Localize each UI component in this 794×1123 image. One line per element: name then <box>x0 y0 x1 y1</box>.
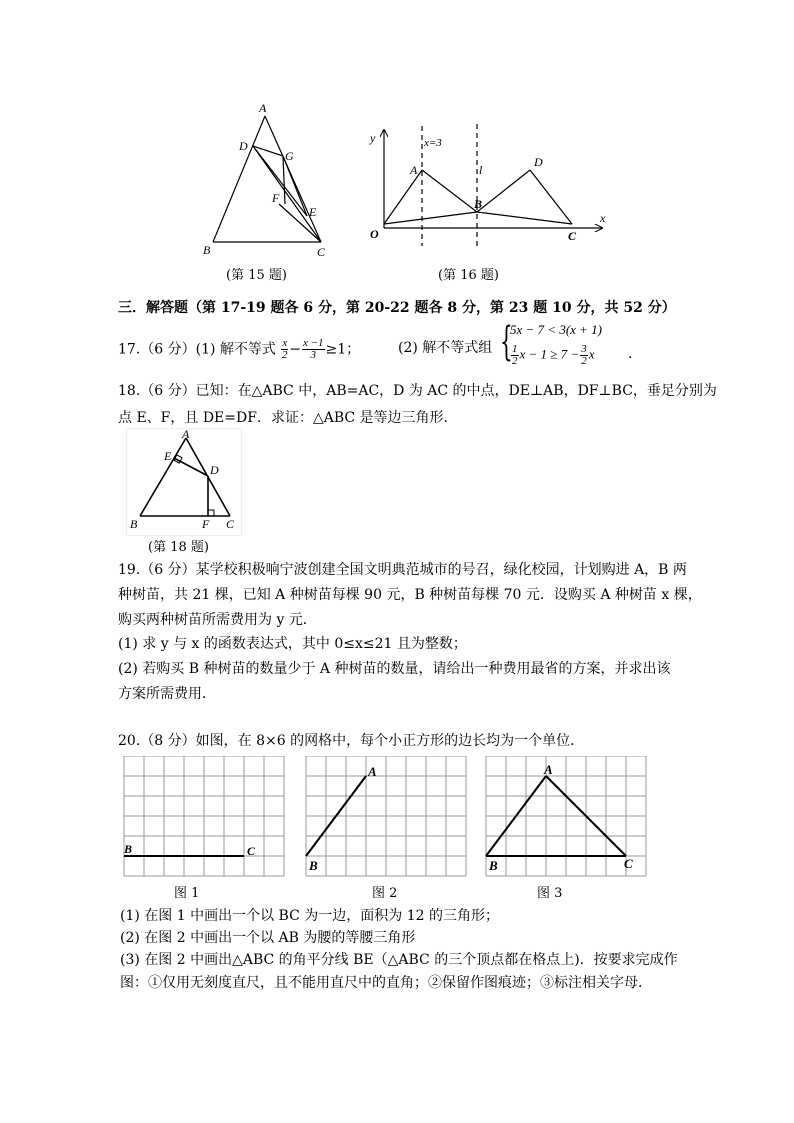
q17-frac2-num: x −1 <box>302 337 324 349</box>
fig16-label-O: O <box>370 227 379 241</box>
fig16-label-C: C <box>568 229 577 243</box>
fig18-caption: (第 18 题) <box>148 540 209 555</box>
grid2-label-A: A <box>368 764 377 779</box>
fig15-label-C: C <box>317 245 326 259</box>
q19-line3: 购买两种树苗所需费用为 y 元． <box>118 612 317 628</box>
q20-line1: 20.（8 分）如图，在 8×6 的网格中，每个小正方形的边长均为一个单位． <box>118 733 585 749</box>
fig15-label-E: E <box>309 205 317 219</box>
figure-16 <box>362 118 612 248</box>
grid3-label-C: C <box>624 856 633 871</box>
fig16-label-y: y <box>370 131 376 145</box>
figure-18 <box>126 428 242 536</box>
grid1-label-B: B <box>124 842 133 856</box>
fig16-label-l: l <box>479 163 483 177</box>
q17-prefix: 17.（6 分）(1) 解不等式 <box>118 341 276 358</box>
q20-line5: 图：①仅用无刻度直尺，且不能用直尺中的直角；②保留作图痕迹；③标注相关字母． <box>120 975 652 991</box>
fig16-label-x: x <box>600 211 606 225</box>
q17-sys2-mid: x − 1 ≥ 7 − <box>519 346 580 362</box>
q19-line6: 方案所需费用． <box>118 686 216 702</box>
grid1-caption: 图 1 <box>174 886 200 901</box>
fig18-label-A: A <box>182 428 190 441</box>
q20-line3: (2) 在图 2 中画出一个以 AB 为腰的等腰三角形 <box>120 930 416 946</box>
q17-frac1-num: x <box>282 337 288 349</box>
fig16-caption: (第 16 题) <box>438 268 499 283</box>
q19-line2: 种树苗，共 21 棵，已知 A 种树苗每棵 90 元，B 种树苗每棵 70 元．设购买 A 种树苗 x 棵， <box>118 587 702 603</box>
q17-sys1: 5x − 7 < 3(x + 1) <box>510 322 603 337</box>
fig18-label-C: C <box>226 517 235 531</box>
fig16-label-B: B <box>474 197 483 211</box>
grid1-label-C: C <box>247 844 256 858</box>
fig16-label-x3: x=3 <box>424 137 442 149</box>
q17-system-brace: { <box>500 319 513 365</box>
q17-part2-label: (2) 解不等式组 <box>398 340 493 356</box>
q17-sys2-end: x <box>588 346 595 362</box>
q17-frac1-den: 2 <box>282 349 288 361</box>
grid2-label-B: B <box>309 858 318 873</box>
figure-15 <box>195 100 335 260</box>
grid3-caption: 图 3 <box>537 886 563 901</box>
q20-line2: (1) 在图 1 中画出一个以 BC 为一边，面积为 12 的三角形； <box>120 908 499 924</box>
fig15-label-D: D <box>239 139 248 153</box>
q17-sys2-frac-b <box>580 344 588 367</box>
q17-line <box>118 338 360 361</box>
fig15-label-B: B <box>203 243 211 257</box>
fig15-label-A: A <box>259 101 267 115</box>
q19-line4: (1) 求 y 与 x 的函数表达式，其中 0≤x≤21 且为整数； <box>118 636 467 652</box>
q17-system <box>500 318 660 370</box>
fig18-label-F: F <box>202 517 210 531</box>
fig15-label-G: G <box>285 149 294 163</box>
grid-figure-1 <box>120 756 290 880</box>
q18-line2: 点 E、F，且 DE=DF．求证：△ABC 是等边三角形． <box>118 410 458 426</box>
fig16-label-D: D <box>534 155 543 169</box>
grid-figure-3 <box>482 756 652 880</box>
q17-sys2-a-num: 1 <box>512 343 518 355</box>
q17-minus: − <box>289 341 301 358</box>
q17-frac2 <box>302 338 325 361</box>
fig15-label-F: F <box>272 191 280 205</box>
grid-figure-2 <box>302 756 472 880</box>
q17-frac2-den: 3 <box>310 349 317 361</box>
fig15-caption: (第 15 题) <box>226 268 287 283</box>
q17-frac1 <box>281 338 288 361</box>
q20-line4: (3) 在图 2 中画出△ABC 的角平分线 BE（△ABC 的三个顶点都在格点上)．按要求完成作 <box>120 952 678 968</box>
q18-line1: 18.（6 分）已知：在△ABC 中，AB=AC，D 为 AC 的中点，DE⊥AB，DF⊥BC，垂足分别为 <box>118 383 717 399</box>
fig16-label-A: A <box>410 163 418 177</box>
q17-ge1: ≥1； <box>325 341 361 358</box>
grid3-label-B: B <box>489 858 498 873</box>
grid2-caption: 图 2 <box>372 886 398 901</box>
q17-sys2-b-num: 3 <box>581 343 587 355</box>
q17-period: . <box>628 346 633 362</box>
section-3-heading: 三．解答题（第 17-19 题各 6 分，第 20-22 题各 8 分，第 23 题 10 分，共 52 分） <box>118 300 676 316</box>
fig18-label-D: D <box>210 463 219 477</box>
fig18-label-B: B <box>130 517 138 531</box>
q17-sys2-frac-a <box>511 344 519 367</box>
q19-line5: (2) 若购买 B 种树苗的数量少于 A 种树苗的数量，请给出一种费用最省的方案，并求出该 <box>118 661 671 677</box>
q17-sys2 <box>510 344 594 367</box>
grid3-label-A: A <box>544 762 553 777</box>
fig18-label-E: E <box>164 449 172 463</box>
q19-line1: 19.（6 分）某学校积极响宁波创建全国文明典范城市的号召，绿化校园，计划购进 A，B 两 <box>118 562 687 578</box>
q17-sys2-b-den: 2 <box>581 355 587 367</box>
q17-sys2-a-den: 2 <box>512 355 518 367</box>
